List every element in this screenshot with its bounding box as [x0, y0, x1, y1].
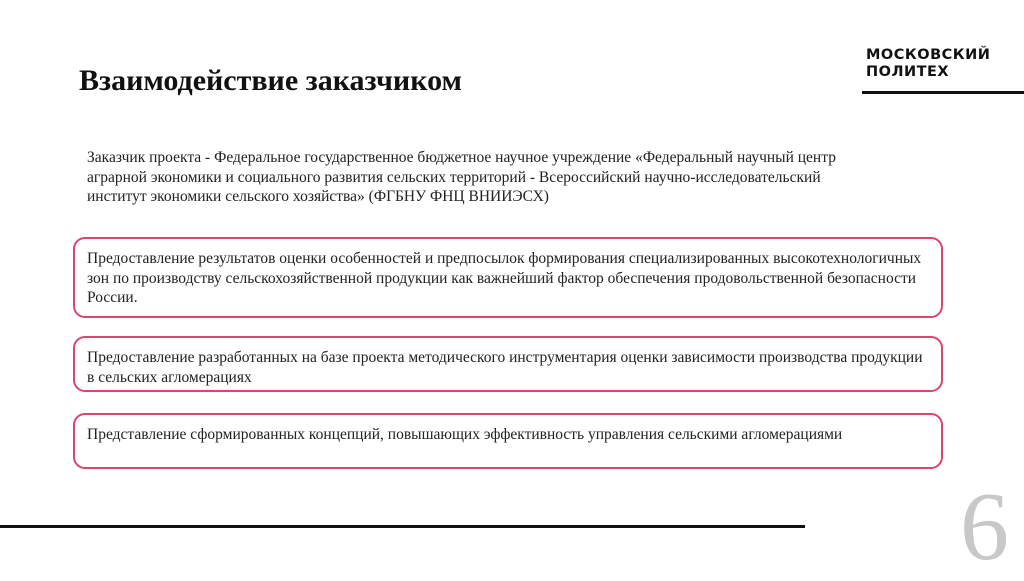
- logo-line1: МОСКОВСКИЙ: [866, 47, 991, 63]
- page-number: 6: [960, 473, 1009, 581]
- info-box-2: [73, 336, 943, 392]
- info-box-1: [73, 237, 943, 318]
- logo-underline: [862, 91, 1024, 94]
- bottom-divider: [0, 525, 805, 528]
- logo-line2: ПОЛИТЕХ: [866, 64, 950, 80]
- moscow-polytech-logo: [866, 47, 990, 81]
- intro-paragraph: Заказчик проекта - Федеральное государственное бюджетное научное учреждение «Федеральный научный центр аграрной экономики и социального развития сельских территорий - Всероссийский научно-исследовательский институт экономики сельского хозяйства» (ФГБНУ ФНЦ ВНИИЭСХ): [87, 149, 836, 205]
- slide-title: Взаимодействие заказчиком: [79, 64, 462, 97]
- info-box-text: Предоставление разработанных на базе проекта методического инструментария оценки зависимости производства продукции в сельских агломерациях: [87, 349, 923, 386]
- info-box-text: Предоставление результатов оценки особенностей и предпосылок формирования специализированных высокотехнологичных зон по производству сельскохозяйственной продукции как важнейший фактор обеспечения продовольственной безопасности России.: [87, 250, 922, 306]
- info-box-text: Представление сформированных концепций, повышающих эффективность управления сельскими агломерациями: [87, 426, 843, 443]
- info-box-3: [73, 413, 943, 469]
